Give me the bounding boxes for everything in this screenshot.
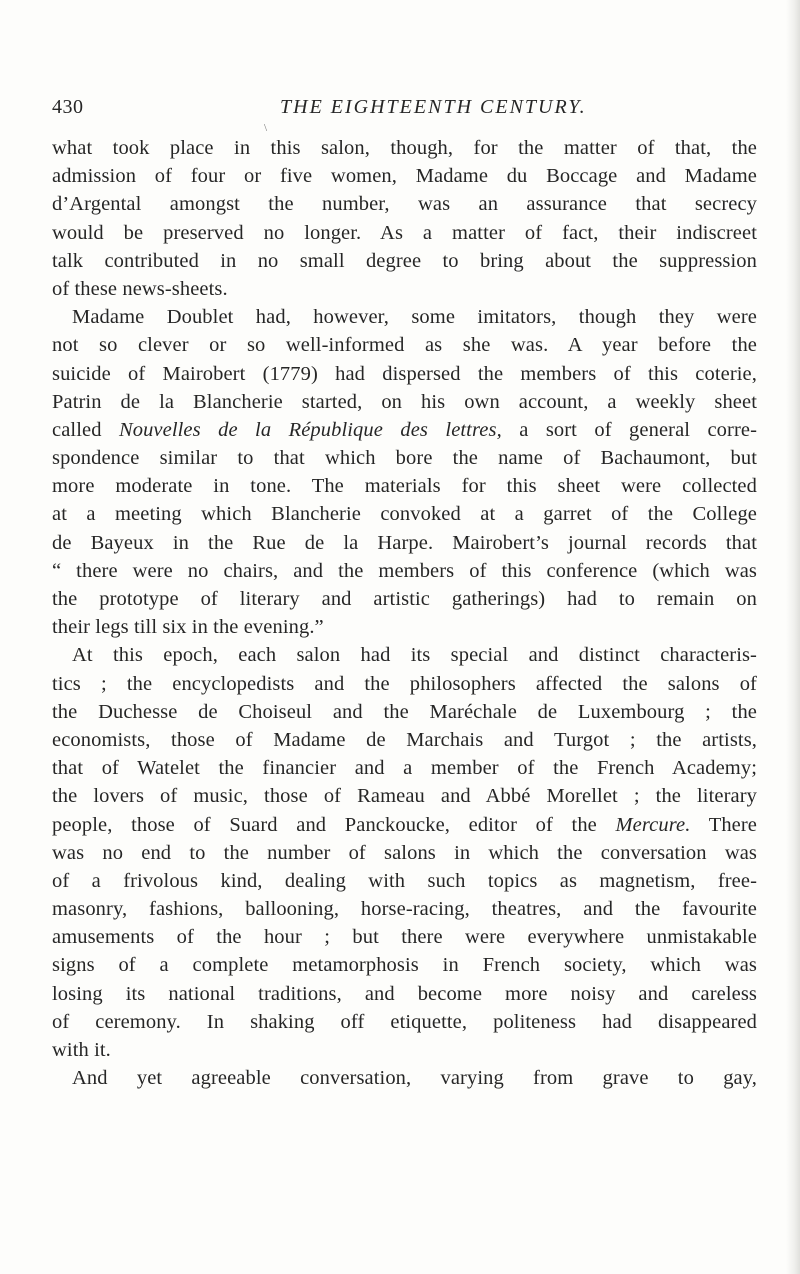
text-line: at a meeting which Blancherie convoked at a garret of the College	[52, 503, 757, 526]
text-line: of ceremony. In shaking off etiquette, politeness had disappeared	[52, 1010, 757, 1033]
text-line: tics ; the encyclopedists and the philosophers affected the salons of	[52, 672, 757, 695]
text-line: Patrin de la Blancherie started, on his own account, a weekly sheet	[52, 390, 757, 413]
text-line: And yet agreeable conversation, varying from grave to gay,	[72, 1067, 757, 1090]
text-line: At this epoch, each salon had its special and distinct characteris-	[72, 644, 757, 667]
text-line: more moderate in tone. The materials for this sheet were collected	[52, 475, 757, 498]
text-line: masonry, fashions, ballooning, horse-racing, theatres, and the favourite	[52, 898, 757, 921]
text-line: the prototype of literary and artistic gatherings) had to remain on	[52, 588, 757, 610]
paragraph	[52, 1064, 757, 1092]
text-line: of these news-sheets.	[52, 277, 228, 300]
text-line: “ there were no chairs, and the members of this conference (which was	[52, 559, 757, 582]
text-line: losing its national traditions, and become more noisy and careless	[52, 982, 757, 1005]
text-line: admission of four or five women, Madame du Boccage and Madame	[52, 165, 757, 188]
text-line: economists, those of Madame de Marchais and Turgot ; the artists,	[52, 728, 757, 751]
italic-title: Mercure.	[615, 813, 691, 836]
text-segment: a sort of general corre-	[501, 418, 758, 441]
text-line: spondence similar to that which bore the name of Bachaumont, but	[52, 447, 757, 470]
text-line: talk contributed in no small degree to bring about the suppression	[52, 249, 757, 272]
text-line: the lovers of music, those of Rameau and Abbé Morellet ; the literary	[52, 785, 757, 808]
text-line: would be preserved no longer. As a matter of fact, their indiscreet	[52, 221, 757, 244]
text-segment: called	[52, 418, 119, 441]
page-number: 430	[52, 96, 84, 118]
paragraph	[52, 134, 757, 303]
running-head: THE EIGHTEENTH CENTURY.	[280, 96, 587, 118]
italic-title: Nouvelles de la République des lettres,	[118, 418, 502, 441]
text-line: their legs till six in the evening.”	[52, 616, 324, 639]
text-line: that of Watelet the financier and a member of the French Academy;	[52, 757, 757, 780]
text-line: suicide of Mairobert (1779) had dispersed the members of this coterie,	[52, 362, 757, 385]
header-mark: \	[264, 122, 268, 134]
paragraph	[52, 303, 757, 641]
text-line: what took place in this salon, though, for the matter of that, the	[52, 137, 757, 159]
text-line: of a frivolous kind, dealing with such topics as magnetism, free-	[52, 869, 757, 892]
text-line: d’Argental amongst the number, was an assurance that secrecy	[52, 193, 757, 216]
text-body	[52, 134, 757, 1092]
text-segment: people, those of Suard and Panckoucke, editor of the	[52, 813, 616, 836]
text-line: signs of a complete metamorphosis in French society, which was	[52, 954, 757, 977]
paragraph	[52, 641, 757, 1064]
text-line-with-italic	[52, 416, 757, 444]
text-line: the Duchesse de Choiseul and the Maréchale de Luxembourg ; the	[52, 700, 757, 723]
text-line: not so clever or so well-informed as she was. A year before the	[52, 334, 757, 357]
page-edge-shadow	[786, 0, 800, 1274]
text-line-with-italic	[52, 811, 757, 839]
text-line: amusements of the hour ; but there were everywhere unmistakable	[52, 926, 757, 949]
text-line: was no end to the number of salons in which the conversation was	[52, 841, 757, 864]
text-line: Madame Doublet had, however, some imitators, though they were	[72, 306, 757, 329]
text-line: de Bayeux in the Rue de la Harpe. Mairobert’s journal records that	[52, 531, 757, 554]
text-segment: There	[690, 813, 757, 836]
page-header	[52, 96, 752, 134]
text-line: with it.	[52, 1039, 111, 1061]
